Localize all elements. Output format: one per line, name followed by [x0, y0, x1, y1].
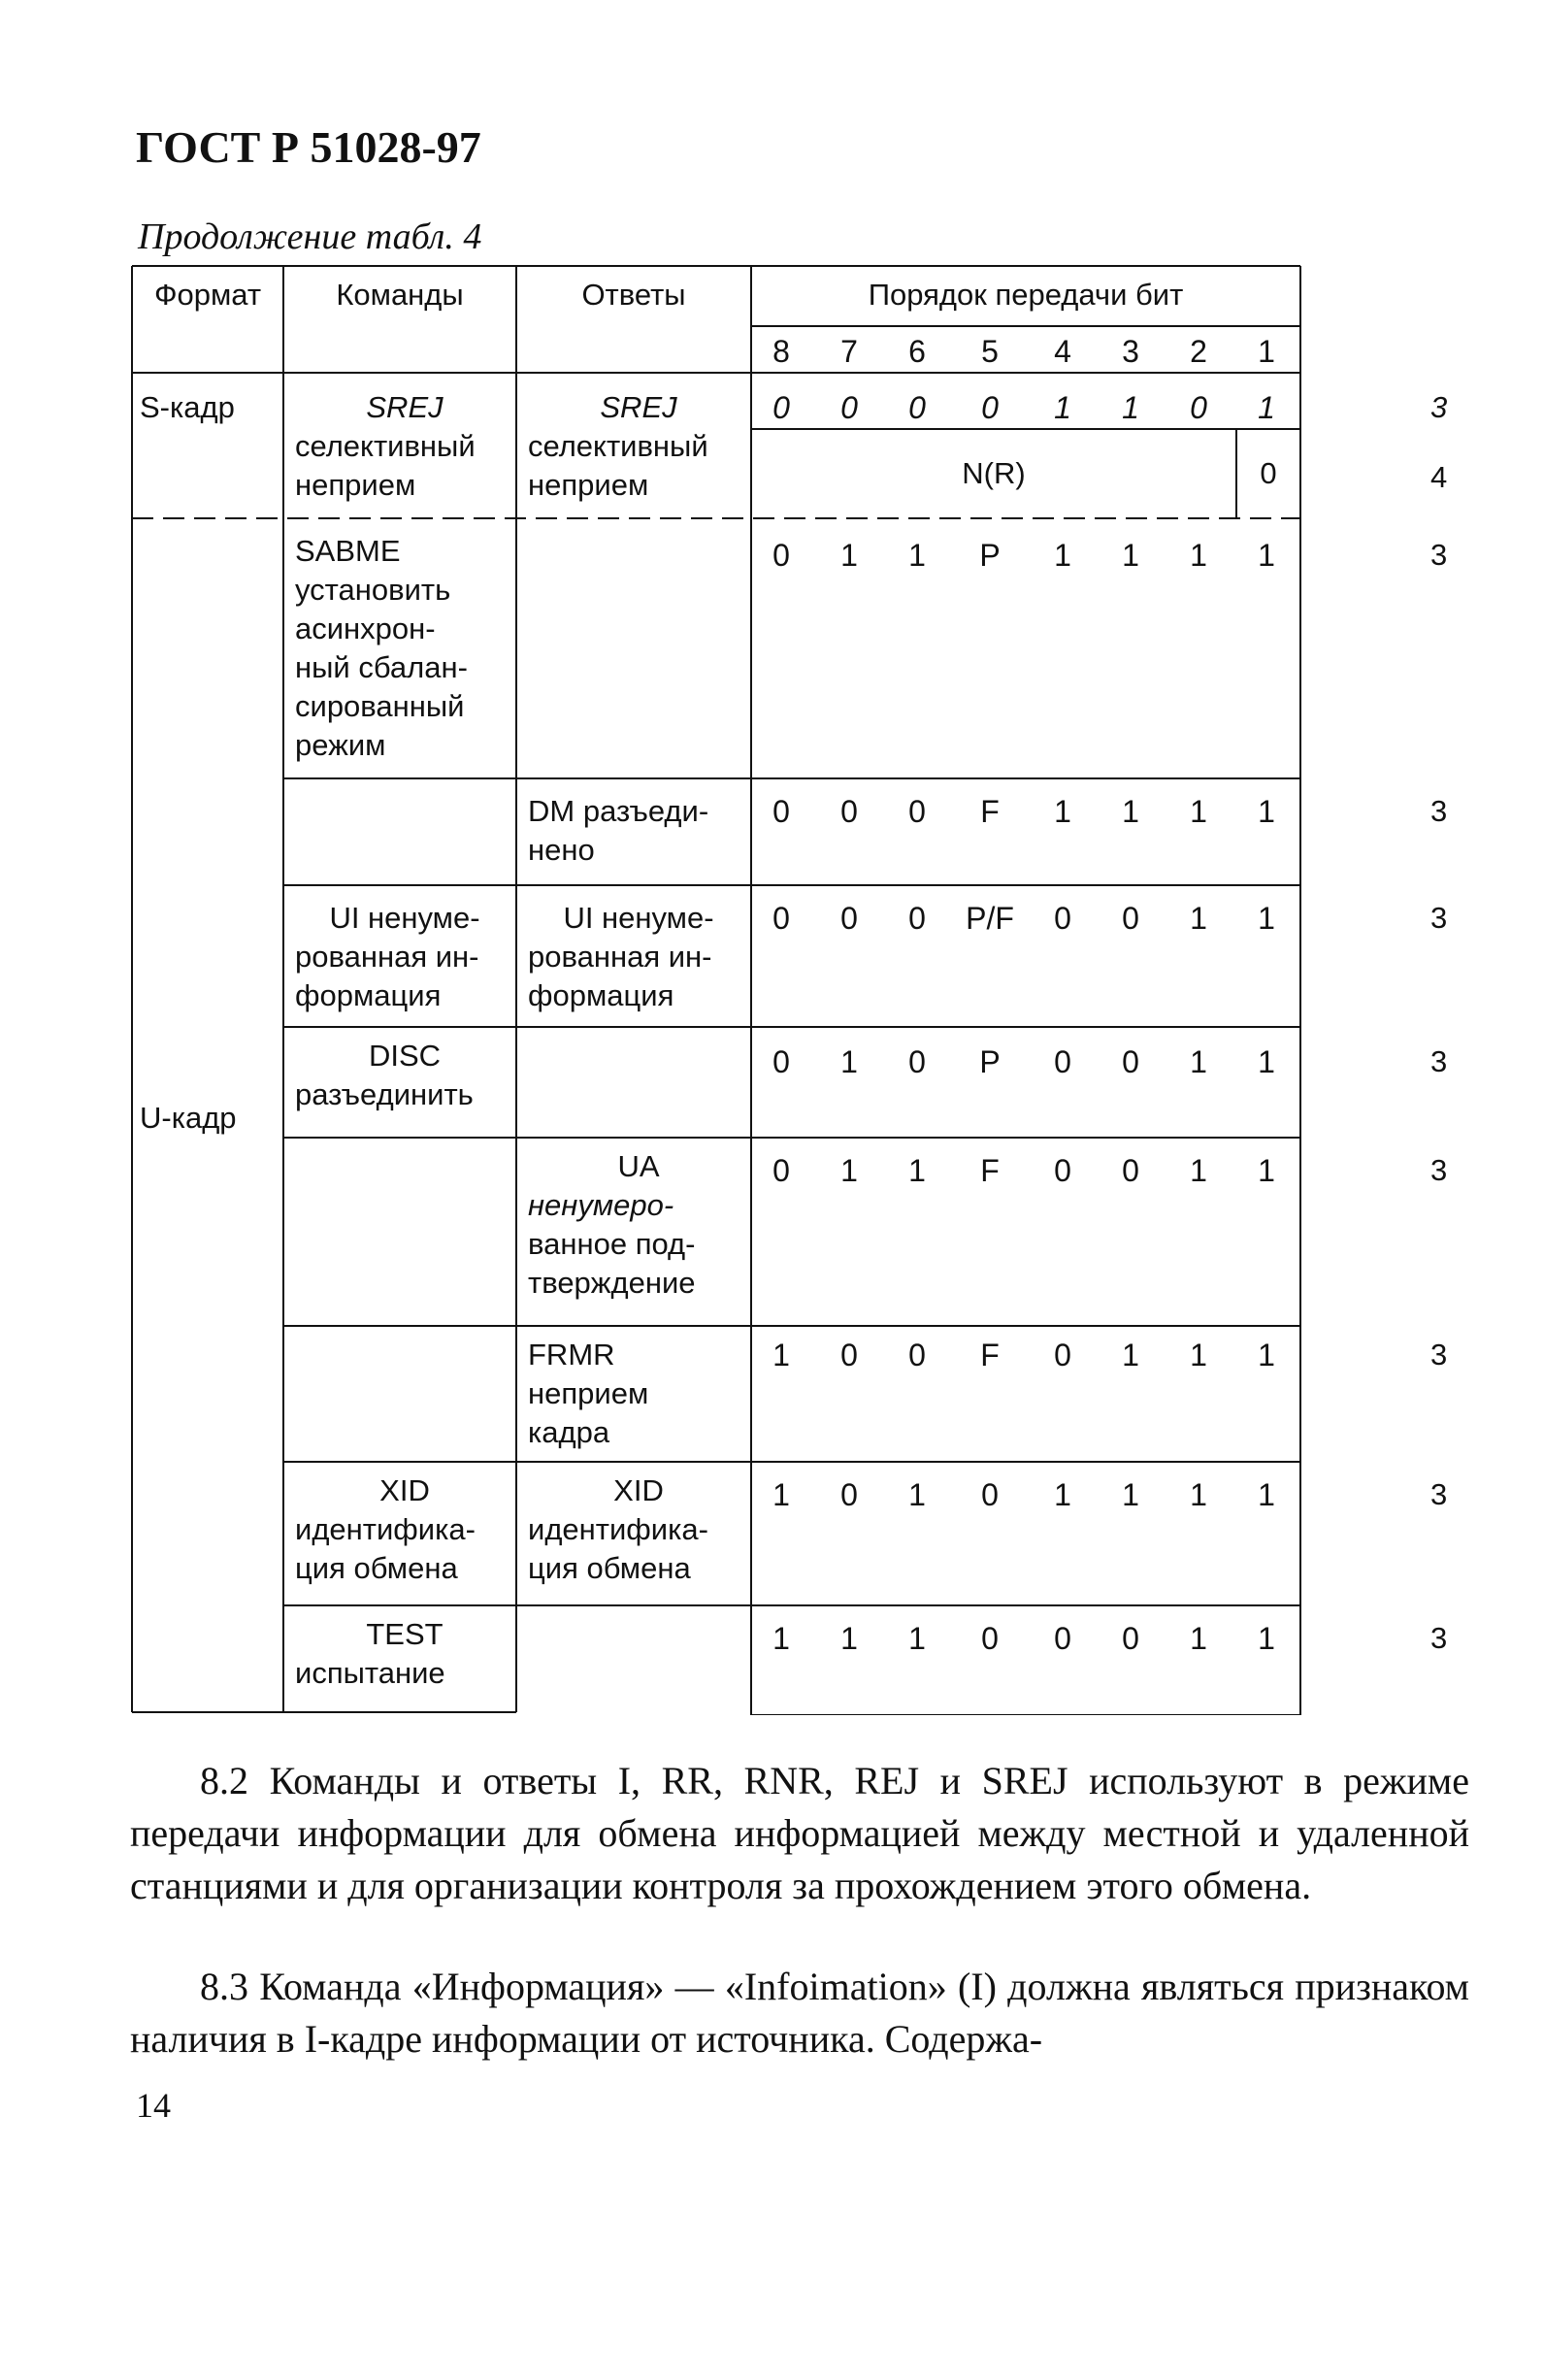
bit-value: 1	[1190, 538, 1207, 573]
bit-value: 0	[908, 1338, 926, 1372]
bit-value: 0	[1122, 1621, 1139, 1656]
bit-value: P	[979, 1044, 1001, 1079]
bit-value: 1	[1258, 794, 1275, 829]
document-title: ГОСТ Р 51028-97	[136, 122, 481, 172]
bit-value: 1	[1190, 1477, 1207, 1512]
bit-value: 0	[1054, 1153, 1071, 1188]
bit-value: 0	[908, 1044, 926, 1079]
bit-number: 6	[908, 334, 926, 369]
bit-value: 1	[1190, 901, 1207, 936]
reference-number: 4	[1430, 460, 1448, 494]
bit-value: 1	[1190, 1153, 1207, 1188]
reference-number: 3	[1430, 1153, 1448, 1187]
bit-value: 0	[772, 1044, 790, 1079]
bit-value: 0	[772, 1153, 790, 1188]
response-cell-ui: UI ненуме- рованная ин- формация	[528, 901, 714, 1012]
bit-value: 1	[1190, 1338, 1207, 1372]
bit-value: 1	[1054, 794, 1071, 829]
bit-value: 1	[840, 538, 858, 573]
bit-value: 0	[1122, 1044, 1139, 1079]
bit-value: 0	[981, 1621, 999, 1656]
bit-value: F	[980, 1153, 1000, 1188]
header-commands: Команды	[336, 278, 464, 312]
response-cell-frmr: FRMR неприем кадра	[528, 1338, 649, 1449]
bit-value: 1	[1122, 1338, 1139, 1372]
bit-value: 1	[1258, 1153, 1275, 1188]
bit-value: P/F	[966, 901, 1014, 936]
bit-value: 0	[772, 390, 790, 425]
reference-number: 3	[1430, 1338, 1448, 1372]
bit-value: 1	[1190, 1044, 1207, 1079]
bit-value: 1	[772, 1621, 790, 1656]
bit-value: 0	[908, 901, 926, 936]
reference-number: 3	[1430, 1477, 1448, 1511]
bit-value: P	[979, 538, 1001, 573]
bit-value: 1	[1190, 794, 1207, 829]
bit-number: 5	[981, 334, 999, 369]
reference-number: 3	[1430, 901, 1448, 935]
bit-value: 0	[840, 794, 858, 829]
bit-number: 4	[1054, 334, 1071, 369]
response-cell-srej: SREJ селективный неприем	[528, 390, 708, 502]
bit-number: 8	[772, 334, 790, 369]
bit-number: 7	[840, 334, 858, 369]
bit-value: 0	[1122, 1153, 1139, 1188]
page-number: 14	[136, 2086, 171, 2125]
bit-value: 1	[1122, 794, 1139, 829]
bit-value: 0	[908, 794, 926, 829]
nr-field: N(R)	[962, 456, 1026, 490]
bit-value: 0	[1054, 1338, 1071, 1372]
bit-value: 1	[840, 1621, 858, 1656]
reference-number: 3	[1430, 390, 1448, 424]
bit-value: 1	[1258, 1621, 1275, 1656]
frame-table	[130, 264, 1448, 1715]
bit-value: 0	[840, 1338, 858, 1372]
bit-value: 1	[772, 1477, 790, 1512]
bit-value: 0	[1190, 390, 1207, 425]
reference-number: 3	[1430, 1044, 1448, 1078]
paragraph-8-3: 8.3 Команда «Информация» — «Infoimation» (I) должна являться признаком наличия в I-кадре информации от источника. Содержа-	[130, 1965, 1469, 2061]
bit-value: 1	[908, 1153, 926, 1188]
command-cell-ui: UI ненуме- рованная ин- формация	[295, 901, 480, 1012]
bit-value: 1	[1258, 1477, 1275, 1512]
bit-value: 1	[1054, 538, 1071, 573]
bit-value: 1	[1122, 390, 1139, 425]
reference-number: 3	[1430, 538, 1448, 572]
command-cell-sabme: SABME установить асинхрон- ный сбалан- сированный режим	[295, 534, 468, 762]
bit-value: F	[980, 1338, 1000, 1372]
response-cell-xid: XID идентифика- ция обмена	[528, 1473, 708, 1585]
bit-value: 1	[1054, 1477, 1071, 1512]
bit-number: 2	[1190, 334, 1207, 369]
bit-value: 1	[1258, 390, 1275, 425]
bit-value: 1	[840, 1153, 858, 1188]
bit-value: 0	[908, 390, 926, 425]
command-cell-disc: DISC разъединить	[295, 1039, 474, 1111]
header-format: Формат	[153, 278, 262, 312]
reference-number: 3	[1430, 794, 1448, 828]
bit-value: 0	[1054, 1621, 1071, 1656]
bit-value: 1	[772, 1338, 790, 1372]
reference-number: 3	[1430, 1621, 1448, 1655]
bit-value: 0	[981, 390, 999, 425]
bit-value: 1	[1122, 1477, 1139, 1512]
bit-number: 3	[1122, 334, 1139, 369]
bit-value: 0	[1054, 1044, 1071, 1079]
command-cell-xid: XID идентифика- ция обмена	[295, 1473, 476, 1585]
bit-value: F	[980, 794, 1000, 829]
bit-value: 1	[1054, 390, 1071, 425]
bit-value: 1	[908, 1477, 926, 1512]
bit-value: 0	[1260, 456, 1277, 490]
bit-number: 1	[1258, 334, 1275, 369]
bit-value: 1	[1190, 1621, 1207, 1656]
table-caption: Продолжение табл. 4	[138, 216, 482, 257]
response-cell-dm: DM разъеди- нено	[528, 794, 709, 867]
bit-value: 0	[840, 1477, 858, 1512]
bit-value: 1	[1122, 538, 1139, 573]
bit-value: 0	[840, 901, 858, 936]
bit-value: 0	[840, 390, 858, 425]
bit-value: 1	[908, 1621, 926, 1656]
bit-value: 0	[981, 1477, 999, 1512]
format-s-frame: S-кадр	[140, 390, 235, 424]
bit-value: 0	[772, 794, 790, 829]
paragraph-8-2: 8.2 Команды и ответы I, RR, RNR, REJ и SREJ используют в режиме передачи информации для обмена информацией между местной и удаленной станциями и для организации контроля за прохождением этого обмена.	[130, 1759, 1469, 1907]
command-cell-srej: SREJ селективный неприем	[295, 390, 476, 502]
bit-value: 0	[772, 538, 790, 573]
bit-value: 0	[1122, 901, 1139, 936]
command-cell-test: TEST испытание	[295, 1617, 445, 1690]
header-responses: Ответы	[581, 278, 686, 312]
bit-value: 1	[1258, 538, 1275, 573]
bit-value: 0	[772, 901, 790, 936]
format-u-frame: U-кадр	[140, 1101, 237, 1135]
header-bit-order: Порядок передачи бит	[868, 278, 1184, 312]
bit-value: 1	[1258, 901, 1275, 936]
bit-value: 1	[840, 1044, 858, 1079]
bit-value: 1	[1258, 1338, 1275, 1372]
bit-value: 1	[1258, 1044, 1275, 1079]
bit-value: 1	[908, 538, 926, 573]
bit-value: 0	[1054, 901, 1071, 936]
response-cell-ua: UA ненумеро- ванное под- тверждение	[528, 1149, 696, 1300]
